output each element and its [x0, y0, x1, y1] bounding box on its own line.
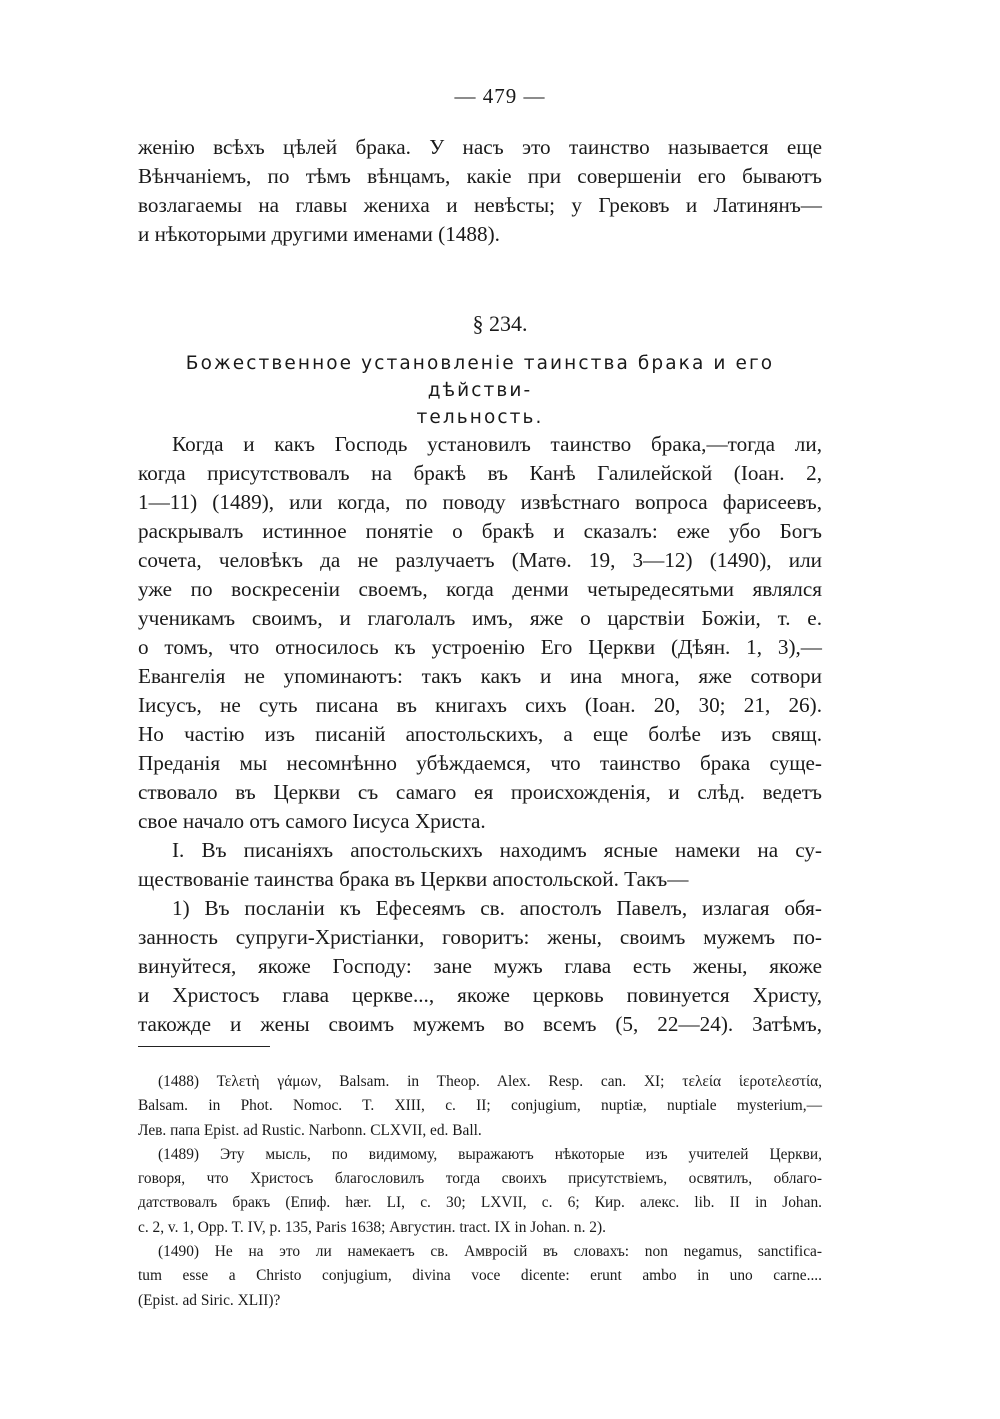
page-number: — 479 — [454, 84, 546, 108]
text-line: возлагаемы на главы жениха и невѣсты; у Грековъ и Латинянъ— [138, 193, 822, 217]
footnote-1490 [138, 1240, 822, 1313]
text-line: Преданія мы несомнѣнно убѣждаемся, что таинство брака суще- [138, 751, 822, 775]
text-line: сочета, человѣкъ да не разлучаетъ (Матѳ. 19, 3—12) (1490), или [138, 548, 822, 572]
footnote-line: c. 2, v. 1, Opp. T. IV, p. 135, Paris 1638; Августин. tract. IX in Johan. n. 2). [138, 1218, 606, 1236]
text-line: 1) Въ посланіи къ Ефесеямъ св. апостолъ Павелъ, излагая обя- [172, 896, 822, 920]
footnote-line: (1488) Τελετὴ γάμων, Balsam. in Theop. Alex. Resp. can. XI; τελεία ἱεροτελεστία, [158, 1073, 822, 1090]
text-line: и нѣкоторыми другими именами (1488). [138, 222, 500, 246]
footnote-line: (1490) Не на это ли намекаетъ св. Амвросій въ словахъ: non negamus, sanctifica- [158, 1243, 822, 1261]
footnote-1488 [138, 1070, 822, 1143]
section-title-line: Божественное установленіе таинства брака и его дѣйстви- [185, 353, 775, 401]
text-line: уже по воскресеніи своемъ, когда денми четыредесятьми являлся [138, 577, 822, 601]
footnote-line: tum esse a Christo conjugium, divina voce dicente: erunt ambo in uno carne.... [138, 1267, 822, 1285]
footnote-line: (Epist. ad Siric. XLII)? [138, 1291, 281, 1309]
text-line: женію всѣхъ цѣлей брака. У насъ это таинство называется еще [138, 135, 822, 159]
footnote-1489 [138, 1143, 822, 1240]
text-line: занность супруги-Христіанки, говоритъ: жены, своимъ мужемъ по- [138, 925, 822, 949]
main-paragraph [138, 430, 822, 836]
point-one-paragraph [138, 894, 822, 1039]
section-title-line: тельность. [416, 407, 544, 428]
text-line: такожде и жены своимъ мужемъ во всемъ (5, 22—24). Затѣмъ, [138, 1012, 822, 1036]
footnote-line: говоря, что Христосъ благословилъ тогда своихъ присутствіемъ, освятилъ, облаго- [138, 1170, 822, 1188]
text-line: Евангелія не упоминаютъ: такъ какъ и ина многа, яже сотвори [138, 664, 822, 688]
footnote-line: датствовалъ бракъ (Епиф. hær. LI, c. 30; LXVII, c. 6; Кир. алекс. lib. II in Johan. [138, 1194, 822, 1212]
part-one-paragraph [138, 836, 822, 894]
text-line: ствовало въ Церкви съ самаго ея происхожденія, и слѣд. ведетъ [138, 780, 822, 804]
intro-paragraph [138, 133, 822, 249]
footnote-line: (1489) Эту мысль, по видимому, выражаютъ нѣкоторые изъ учителей Церкви, [158, 1145, 822, 1163]
text-line: винуйтеся, якоже Господу: зане мужъ глава есть жены, якоже [138, 954, 822, 978]
text-line: I. Въ писаніяхъ апостольскихъ находимъ ясные намеки на су- [172, 838, 822, 862]
text-line: Но частію изъ писаній апостольскихъ, а еще болѣе изъ свящ. [138, 722, 822, 746]
text-line: ученикамъ своимъ, и глаголалъ имъ, яже о царствіи Божіи, т. е. [138, 606, 822, 630]
text-line: когда присутствовалъ на бракѣ въ Канѣ Галилейской (Іоан. 2, [138, 461, 822, 485]
text-line: Когда и какъ Господь установилъ таинство брака,—тогда ли, [172, 432, 822, 456]
text-line: Вѣнчаніемъ, по тѣмъ вѣнцамъ, какіе при совершеніи его бываютъ [138, 164, 822, 188]
section-title [138, 350, 822, 431]
footnote-line: Лев. папа Epist. ad Rustic. Narbonn. CLXVII, ed. Ball. [138, 1121, 482, 1139]
section-number: § 234. [472, 311, 528, 336]
text-line: ществованіе таинства брака въ Церкви апостольской. Такъ— [138, 867, 689, 891]
footnote-line: Balsam. in Phot. Nomoc. T. XIII, c. II; conjugium, nuptiæ, nuptiale mysterium,— [138, 1097, 822, 1115]
text-line: о томъ, что относилось къ устроенію Его Церкви (Дѣян. 1, 3),— [138, 635, 822, 659]
text-line: и Христосъ глава церкве..., якоже церковь повинуется Христу, [138, 983, 822, 1007]
footnotes [138, 1070, 822, 1313]
text-line: раскрывалъ истинное понятіе о бракѣ и сказалъ: еже убо Богъ [138, 519, 822, 543]
footnote-divider [138, 1046, 270, 1047]
text-line: Іисусъ, не суть писана въ книгахъ сихъ (Іоан. 20, 30; 21, 26). [138, 693, 822, 717]
text-line: 1—11) (1489), или когда, по поводу извѣстнаго вопроса фарисеевъ, [138, 490, 822, 514]
text-line: свое начало отъ самого Іисуса Христа. [138, 809, 486, 833]
